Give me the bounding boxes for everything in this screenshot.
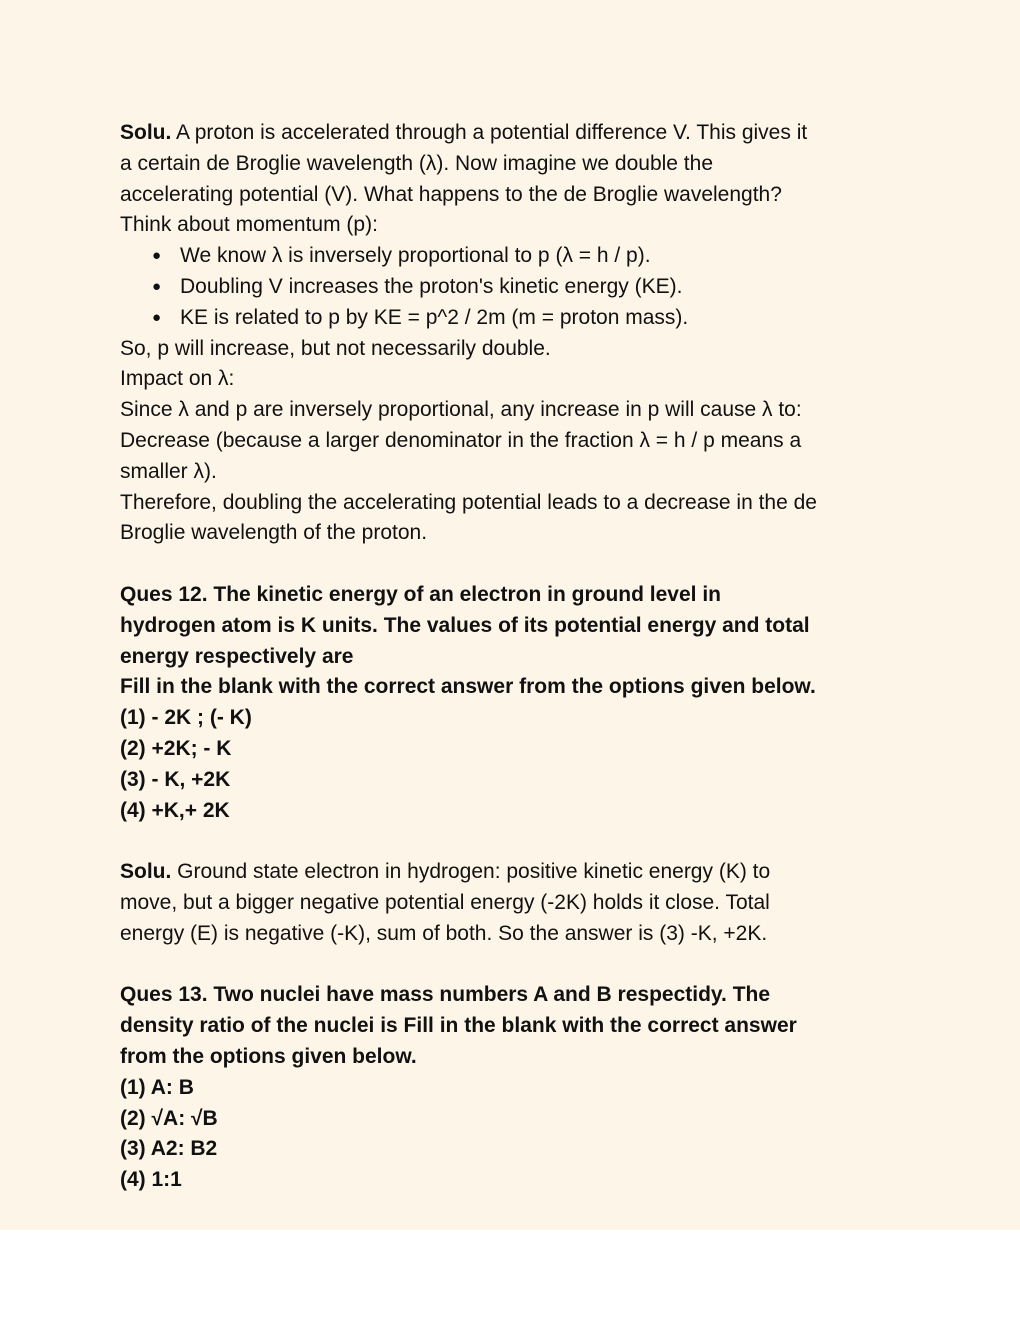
- bullet-item: ● Doubling V increases the proton's kinetic energy (KE).: [120, 272, 910, 303]
- question-12: [120, 580, 910, 826]
- option: (3) A2: B2: [120, 1137, 218, 1161]
- solution-11-line: So, p will increase, but not necessarily double.: [120, 336, 551, 360]
- bullet-item: ● KE is related to p by KE = p^2 / 2m (m = proton mass).: [120, 303, 910, 334]
- question-line: Ques 12. The kinetic energy of an electron in ground level in: [120, 582, 721, 606]
- solution-11-line: Impact on λ:: [120, 367, 235, 391]
- option: (3) - K, +2K: [120, 767, 231, 791]
- solution-text: Ground state electron in hydrogen: positive kinetic energy (K) to: [171, 860, 771, 884]
- solution-12-line: [120, 857, 910, 888]
- page-content: [120, 118, 910, 1196]
- option: (2) +2K; - K: [120, 736, 232, 760]
- solution-11-line: accelerating potential (V). What happens to the de Broglie wavelength?: [120, 182, 782, 206]
- spacer: [120, 826, 910, 857]
- solution-11-line: Broglie wavelength of the proton.: [120, 521, 428, 545]
- solution-12-line: energy (E) is negative (-K), sum of both. So the answer is (3) -K, +2K.: [120, 921, 768, 945]
- solution-11-line: Since λ and p are inversely proportional, any increase in p will cause λ to:: [120, 398, 802, 422]
- spacer: [120, 950, 910, 981]
- solution-text: A proton is accelerated through a potential difference V. This gives it: [171, 121, 808, 144]
- solution-11-line: [120, 118, 910, 149]
- question-line: energy respectively are: [120, 644, 354, 668]
- solution-11-line: smaller λ).: [120, 459, 217, 483]
- bullet-item: ● We know λ is inversely proportional to p (λ = h / p).: [120, 241, 910, 272]
- solution-11-line: a certain de Broglie wavelength (λ). Now imagine we double the: [120, 151, 713, 175]
- question-line: Ques 13. Two nuclei have mass numbers A and B respectidy. The: [120, 983, 771, 1007]
- question-line: from the options given below.: [120, 1044, 417, 1068]
- question-instruction: Fill in the blank with the correct answer from the options given below.: [120, 675, 816, 699]
- spacer: [120, 549, 910, 580]
- solution-label: Solu.: [120, 121, 172, 144]
- question-13: [120, 980, 910, 1196]
- solution-12: [120, 857, 910, 949]
- solution-11: [120, 118, 910, 549]
- option: (1) - 2K ; (- K): [120, 706, 252, 730]
- solution-11-line: Think about momentum (p):: [120, 213, 378, 237]
- solution-11-line: Decrease (because a larger denominator in the fraction λ = h / p means a: [120, 428, 802, 452]
- solution-label: Solu.: [120, 860, 172, 884]
- option: (1) A: B: [120, 1075, 194, 1099]
- bullet-list: [120, 241, 910, 333]
- question-line: hydrogen atom is K units. The values of its potential energy and total: [120, 613, 810, 637]
- option: (4) +K,+ 2K: [120, 798, 230, 822]
- question-line: density ratio of the nuclei is Fill in the blank with the correct answer: [120, 1014, 797, 1038]
- solution-11-line: Therefore, doubling the accelerating potential leads to a decrease in the de: [120, 490, 817, 514]
- solution-12-line: move, but a bigger negative potential energy (-2K) holds it close. Total: [120, 890, 770, 914]
- option: (2) √A: √B: [120, 1106, 218, 1130]
- option: (4) 1:1: [120, 1168, 182, 1192]
